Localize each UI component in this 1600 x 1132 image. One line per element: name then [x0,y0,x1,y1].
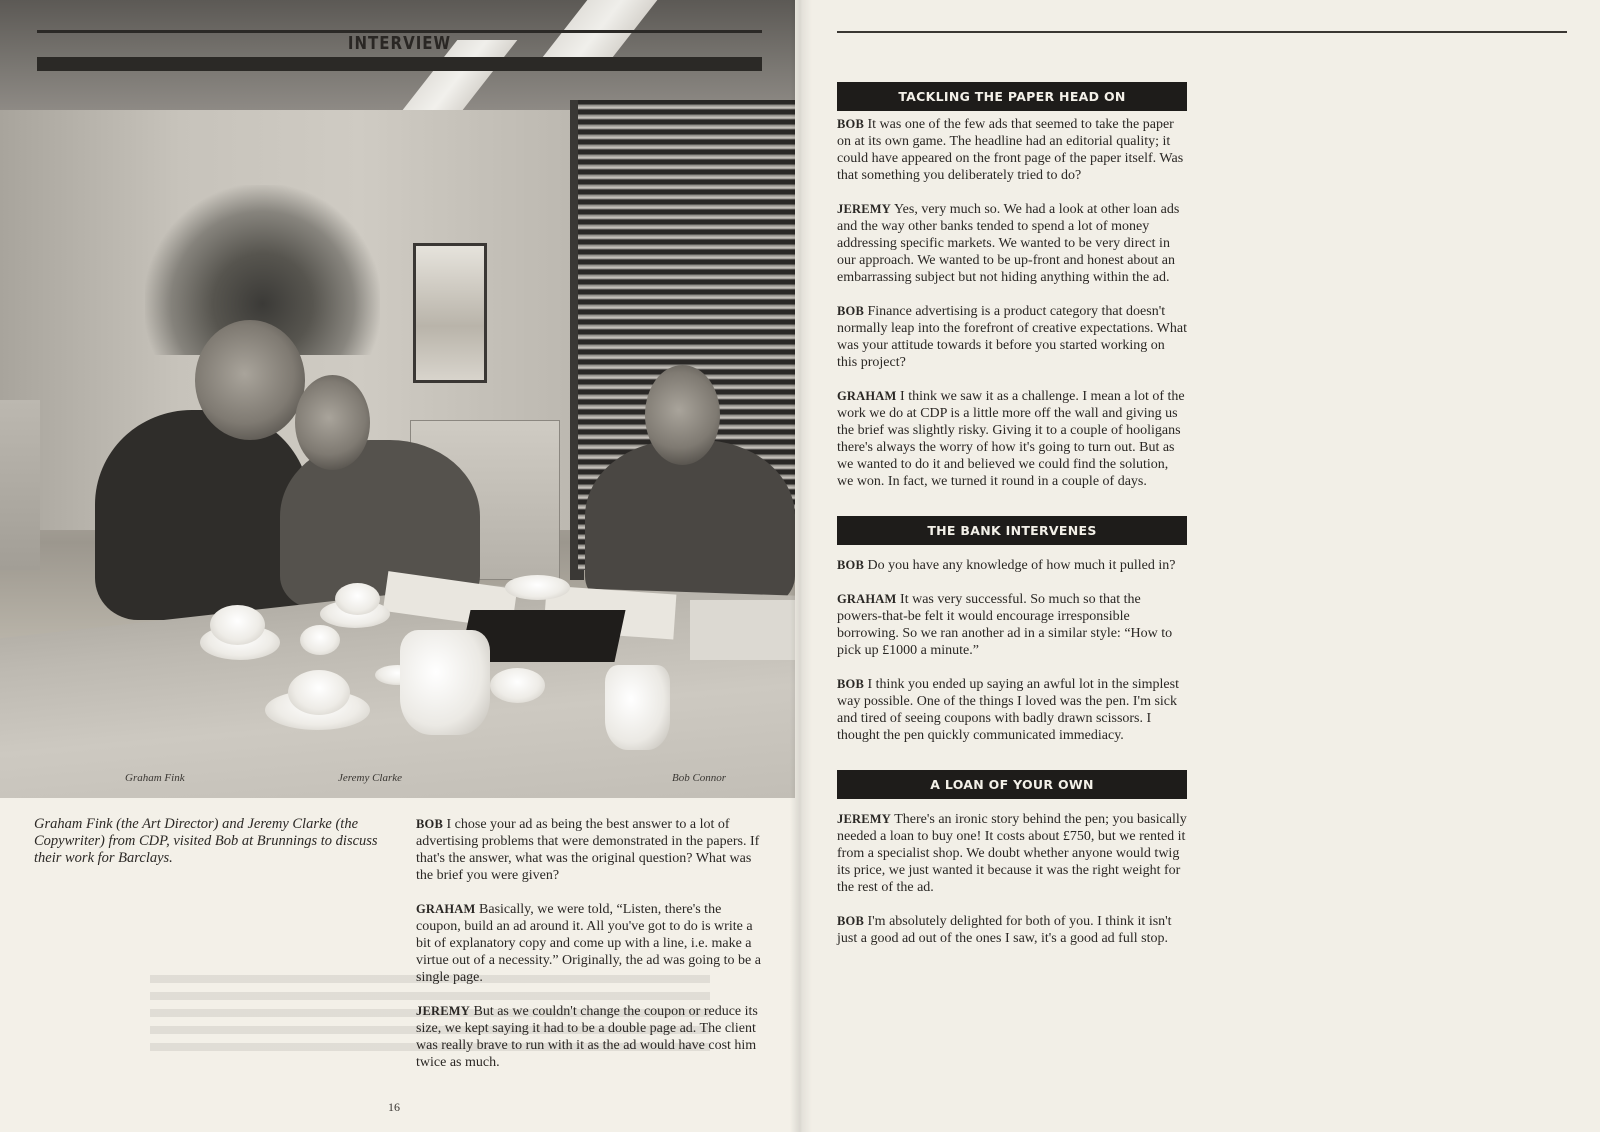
photo-cup [335,583,380,615]
photo-teapot [400,630,490,735]
speaker-name: BOB [837,117,864,131]
interview-paragraph [416,1003,761,1071]
photo-cup [210,605,265,645]
speaker-name: BOB [837,304,864,318]
paragraph-text: There's an ironic story behind the pen; you basically needed a loan to buy one! It costs about £750, but we rented it from a specialist shop. We doubt whether anyone would twig its price, we just wanted it because it was the right weight for the rest of the ad. [837,812,1187,895]
paragraph-text: Do you have any knowledge of how much it pulled in? [867,558,1176,573]
photo-person-graham-head [195,320,305,440]
interview-paragraph [837,811,1187,896]
left-column [416,816,761,1088]
paragraph-text: I think you ended up saying an awful lot in the simplest way possible. One of the things I loved was the pen. I'm sick and tired of seeing coupons with badly drawn scissors. I thought the pen quickly communicated immediacy. [837,677,1179,743]
intro-caption: Graham Fink (the Art Director) and Jeremy Clarke (the Copywriter) from CDP, visited Bob at Brunnings to discuss their work for Barclays. [34,816,378,866]
section-heading: TACKLING THE PAPER HEAD ON [837,82,1187,111]
interview-paragraph [837,388,1187,490]
photo-person-bob-head [645,365,720,465]
interview-paragraph [837,913,1187,947]
paragraph-text: It was one of the few ads that seemed to take the paper on at its own game. The headline had an editorial quality; it could have appeared on the front page of the paper itself. Was that something you deliberately tried to do? [837,117,1184,183]
photo-cabinet [0,400,40,570]
paragraph-text: Basically, we were told, “Listen, there's the coupon, build an ad around it. All you've got to do is write a bit of explanatory copy and come up with a line, i.e. make a virtue out of a necessity.” Originally, the ad was going to be a single page. [416,902,761,985]
paragraph-text: But as we couldn't change the coupon or reduce its size, we kept saying it had to be a double page ad. The client was really brave to run with it as the ad would have cost him twice as much. [416,1004,758,1070]
interview-paragraph [837,591,1187,659]
speaker-name: JEREMY [837,202,891,216]
page-number: 16 [388,1100,400,1114]
paragraph-text: I think we saw it as a challenge. I mean a lot of the work we do at CDP is a little more off the wall and giving us the brief was slightly risky. Giving it to a couple of hooligans there's always the worry of how it's going to turn out. But as we wanted to do it and believed we could find the solution, we won. In fact, we turned it round in a couple of days. [837,389,1185,489]
interview-paragraph [416,816,761,884]
speaker-name: GRAHAM [416,902,476,916]
photo-caption-graham: Graham Fink [125,772,185,784]
speaker-name: JEREMY [837,812,891,826]
photo-newspaper [690,600,795,660]
photo-caption-bob: Bob Connor [672,772,727,784]
interview-paragraph [416,901,761,986]
photo-person-graham [95,410,310,620]
paragraph-text: Finance advertising is a product category that doesn't normally leap into the forefront of creative expectations. What was your attitude towards it before you started working on this project? [837,304,1187,370]
speaker-name: BOB [837,558,864,572]
paragraph-text: I'm absolutely delighted for both of you. I think it isn't just a good ad out of the ones I saw, it's a good ad full stop. [837,914,1172,946]
speaker-name: JEREMY [416,1004,470,1018]
photo-person-jeremy-head [295,375,370,470]
photo-table [0,585,795,798]
photo-cup [300,625,340,655]
header-band [37,57,762,71]
photo-person-bob [585,440,795,610]
top-rule [837,31,1567,33]
photo-cup [288,670,350,715]
photo-saucer [505,575,570,600]
photo-wall-picture [413,243,487,383]
right-column [837,82,1187,964]
interview-header [37,30,762,72]
speaker-name: GRAHAM [837,389,897,403]
speaker-name: BOB [837,914,864,928]
speaker-name: BOB [837,677,864,691]
speaker-name: GRAHAM [837,592,897,606]
photo-sugar-bowl [490,668,545,703]
interview-photo [0,0,795,798]
section-heading: A LOAN OF YOUR OWN [837,770,1187,799]
interview-paragraph [837,676,1187,744]
interview-paragraph [837,116,1187,184]
interview-paragraph [837,557,1187,574]
photo-milk-jug [605,665,670,750]
section-label: INTERVIEW [347,32,452,54]
paragraph-text: I chose your ad as being the best answer to a lot of advertising problems that were demonstrated in the papers. If that's the answer, what was the original question? What was the brief you were given? [416,817,760,883]
paragraph-text: It was very successful. So much so that the powers-that-be felt it would encourage irresponsible borrowing. So we ran another ad in a similar style: “How to pick up £1000 a minute.” [837,592,1173,658]
paragraph-text: Yes, very much so. We had a look at other loan ads and the way other banks tended to spend a lot of money addressing specific markets. We wanted to be very direct in our approach. We wanted to be up-front and honest about an embarrassing subject but not hiding anything within the ad. [837,202,1180,285]
photo-caption-jeremy: Jeremy Clarke [338,772,403,784]
section-heading: THE BANK INTERVENES [837,516,1187,545]
interview-paragraph [837,303,1187,371]
interview-paragraph [837,201,1187,286]
speaker-name: BOB [416,817,443,831]
